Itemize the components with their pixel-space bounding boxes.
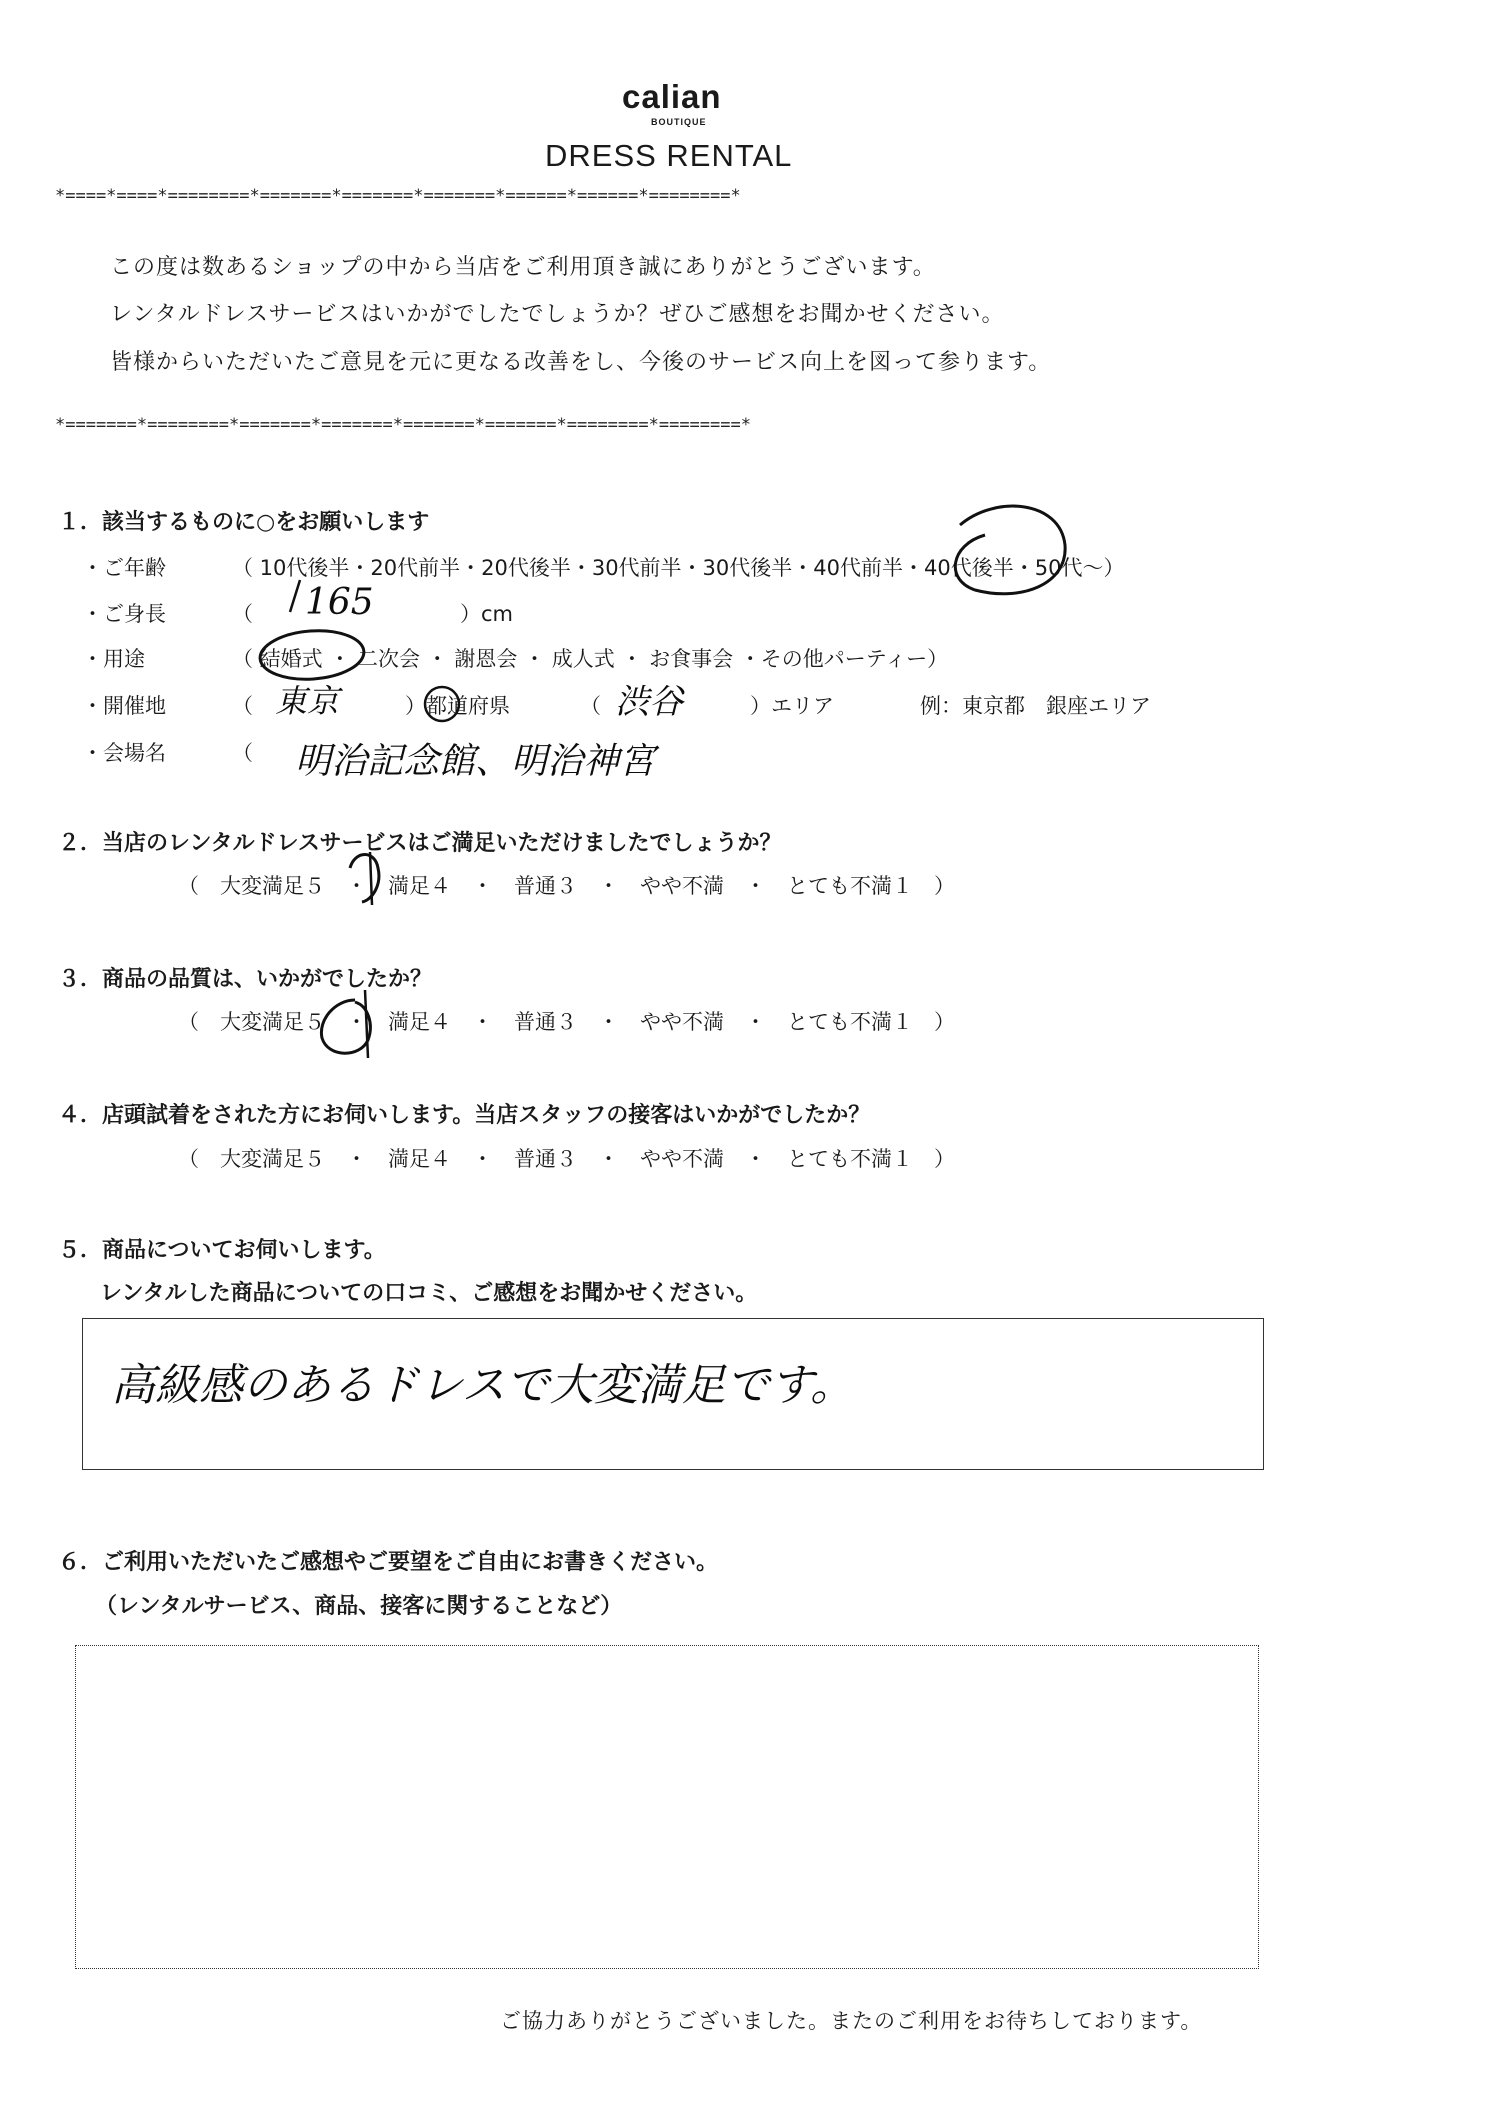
divider-top: *====*====*========*=======*=======*=======*======*======*========* <box>55 186 741 206</box>
q1-title: １．該当するものに○をお願いします <box>58 510 430 535</box>
height-value[interactable]: 165 <box>305 582 374 623</box>
q2-title: ２．当店のレンタルドレスサービスはご満足いただけましたでしょうか？ <box>58 831 782 856</box>
q4-rating-scale[interactable]: （ 大変満足５ ・ 満足４ ・ 普通３ ・ やや不満 ・ とても不満１ ） <box>178 1147 955 1171</box>
q6-title: ６．ご利用いただいたご感想やご要望をご自由にお書きください。 <box>58 1550 719 1575</box>
age-label: ・ご年齢 <box>82 556 166 580</box>
age-selection-circle <box>955 506 1065 594</box>
venue-name-value[interactable]: 明治記念館、明治神宮 <box>295 741 656 782</box>
q3-selection-stroke <box>365 990 368 1058</box>
intro-line-3: 皆様からいただいたご意見を元に更なる改善をし、今後のサービス向上を図って参ります。 <box>110 350 1052 375</box>
q5-subtitle: レンタルした商品についての口コミ、ご感想をお聞かせください。 <box>100 1281 758 1306</box>
venue-name-label: ・会場名 <box>82 741 166 765</box>
brand-logo: calian <box>622 78 722 115</box>
venue-name-open-paren: （ <box>232 741 253 765</box>
height-pen-stroke <box>290 580 300 612</box>
prefecture-suffix: ）都道府県 <box>405 694 510 718</box>
prefecture-open-paren: （ <box>232 694 253 718</box>
q6-subtitle: （レンタルサービス、商品、接客に関することなど） <box>95 1594 623 1619</box>
q5-comment-text: 高級感のあるドレスで大変満足です。 <box>111 1360 855 1411</box>
brand-sub-label: BOUTIQUE <box>651 117 707 127</box>
intro-line-1: この度は数あるショップの中から当店をご利用頂き誠にありがとうございます。 <box>110 255 936 280</box>
q3-title: ３．商品の品質は、いかがでしたか？ <box>58 967 433 992</box>
age-options[interactable]: （ 10代後半・20代前半・20代後半・30代前半・30代後半・40代前半・40代後半・50代～） <box>232 556 1125 580</box>
height-open-paren: （ <box>232 602 253 626</box>
purpose-options[interactable]: （ 結婚式 ・ 二次会 ・ 謝恩会 ・ 成人式 ・ お食事会 ・その他パーティー） <box>232 647 949 671</box>
area-value[interactable]: 渋谷 <box>615 682 683 722</box>
page-title: DRESS RENTAL <box>545 138 793 173</box>
venue-area-label: ・開催地 <box>82 694 166 718</box>
purpose-selection-circle <box>258 627 365 682</box>
q3-rating-scale[interactable]: （ 大変満足５ ・ 満足４ ・ 普通３ ・ やや不満 ・ とても不満１ ） <box>178 1010 955 1034</box>
purpose-label: ・用途 <box>82 647 145 671</box>
q2-rating-scale[interactable]: （ 大変満足５ ・ 満足４ ・ 普通３ ・ やや不満 ・ とても不満１ ） <box>178 874 955 898</box>
prefecture-type-circle <box>425 687 459 721</box>
area-suffix: ）エリア <box>750 694 834 718</box>
height-label: ・ご身長 <box>82 602 166 626</box>
q3-selection-circle <box>321 1000 370 1053</box>
area-example: 例：東京都 銀座エリア <box>920 694 1151 718</box>
intro-line-2: レンタルドレスサービスはいかがでしたでしょうか？ぜひご感想をお聞かせください。 <box>110 302 1005 327</box>
height-unit: ）cm <box>460 602 514 626</box>
q4-title: ４．店頭試着をされた方にお伺いします。当店スタッフの接客はいかがでしたか？ <box>58 1103 871 1128</box>
footer-thanks: ご協力ありがとうございました。またのご利用をお待ちしております。 <box>500 2009 1203 2033</box>
prefecture-value[interactable]: 東京 <box>275 682 340 720</box>
q5-title: ５．商品についてお伺いします。 <box>58 1238 386 1263</box>
area-open-paren: （ <box>580 694 601 718</box>
divider-bottom: *=======*========*=======*=======*=======*=======*========*========* <box>55 415 751 435</box>
q2-selection-mark <box>350 855 379 903</box>
